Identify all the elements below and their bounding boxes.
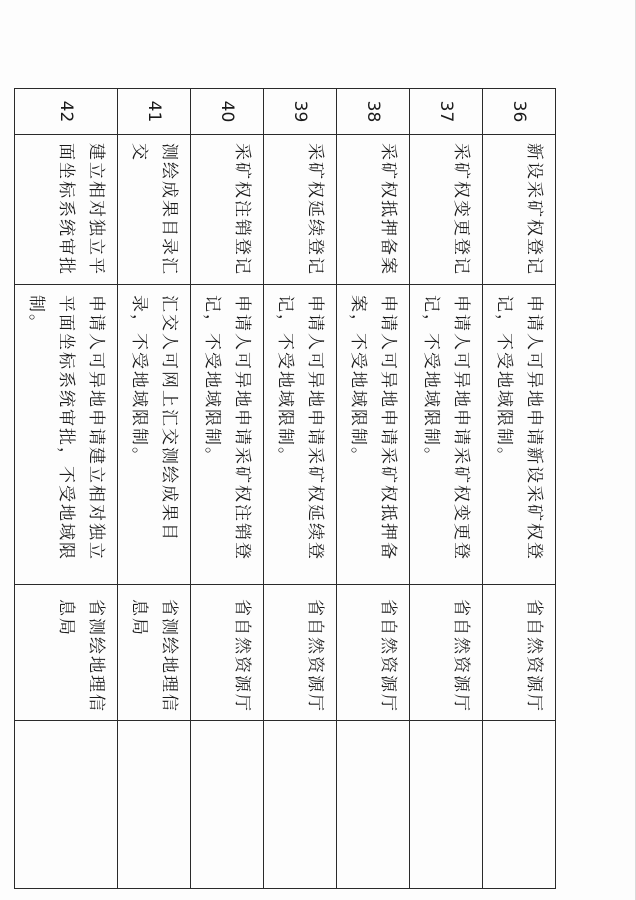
table-row [410, 89, 483, 889]
row-number: 40 [191, 89, 264, 135]
item-name: 测绘成果目录汇交 [118, 135, 191, 285]
item-name: 采矿权延续登记 [264, 135, 337, 285]
row-number: 41 [118, 89, 191, 135]
item-description: 申请人可异地申请新设采矿权登记，不受地域限制。 [483, 285, 556, 585]
remarks-cell [264, 721, 337, 889]
item-name: 建立相对独立平面坐标系统审批 [15, 135, 118, 285]
remarks-cell [483, 721, 556, 889]
remarks-cell [118, 721, 191, 889]
responsible-department: 省自然资源厅 [410, 585, 483, 721]
item-name: 采矿权变更登记 [410, 135, 483, 285]
row-number: 36 [483, 89, 556, 135]
remarks-cell [410, 721, 483, 889]
table-sheet [26, 88, 556, 888]
table-row [337, 89, 410, 889]
item-description: 申请人可异地申请采矿权注销登记，不受地域限制。 [191, 285, 264, 585]
row-number: 39 [264, 89, 337, 135]
row-number: 37 [410, 89, 483, 135]
table-row [118, 89, 191, 889]
item-name: 新设采矿权登记 [483, 135, 556, 285]
item-description: 申请人可异地申请采矿权抵押备案，不受地域限制。 [337, 285, 410, 585]
row-number: 38 [337, 89, 410, 135]
item-description: 申请人可异地申请采矿权延续登记，不受地域限制。 [264, 285, 337, 585]
table-row [15, 89, 118, 889]
item-description: 汇交人可网上汇交测绘成果目录，不受地域限制。 [118, 285, 191, 585]
responsible-department: 省自然资源厅 [337, 585, 410, 721]
responsible-department: 省测绘地理信息局 [118, 585, 191, 721]
remarks-cell [191, 721, 264, 889]
item-name: 采矿权注销登记 [191, 135, 264, 285]
responsible-department: 省自然资源厅 [191, 585, 264, 721]
item-description: 申请人可异地申请采矿权变更登记，不受地域限制。 [410, 285, 483, 585]
items-table [14, 88, 556, 889]
table-row [264, 89, 337, 889]
row-number: 42 [15, 89, 118, 135]
table-row [483, 89, 556, 889]
responsible-department: 省测绘地理信息局 [15, 585, 118, 721]
rotated-table-area [26, 88, 556, 888]
remarks-cell [15, 721, 118, 889]
remarks-cell [337, 721, 410, 889]
responsible-department: 省自然资源厅 [264, 585, 337, 721]
table-row [191, 89, 264, 889]
item-name: 采矿权抵押备案 [337, 135, 410, 285]
responsible-department: 省自然资源厅 [483, 585, 556, 721]
item-description: 申请人可异地申请建立相对独立平面坐标系统审批，不受地域限制。 [15, 285, 118, 585]
